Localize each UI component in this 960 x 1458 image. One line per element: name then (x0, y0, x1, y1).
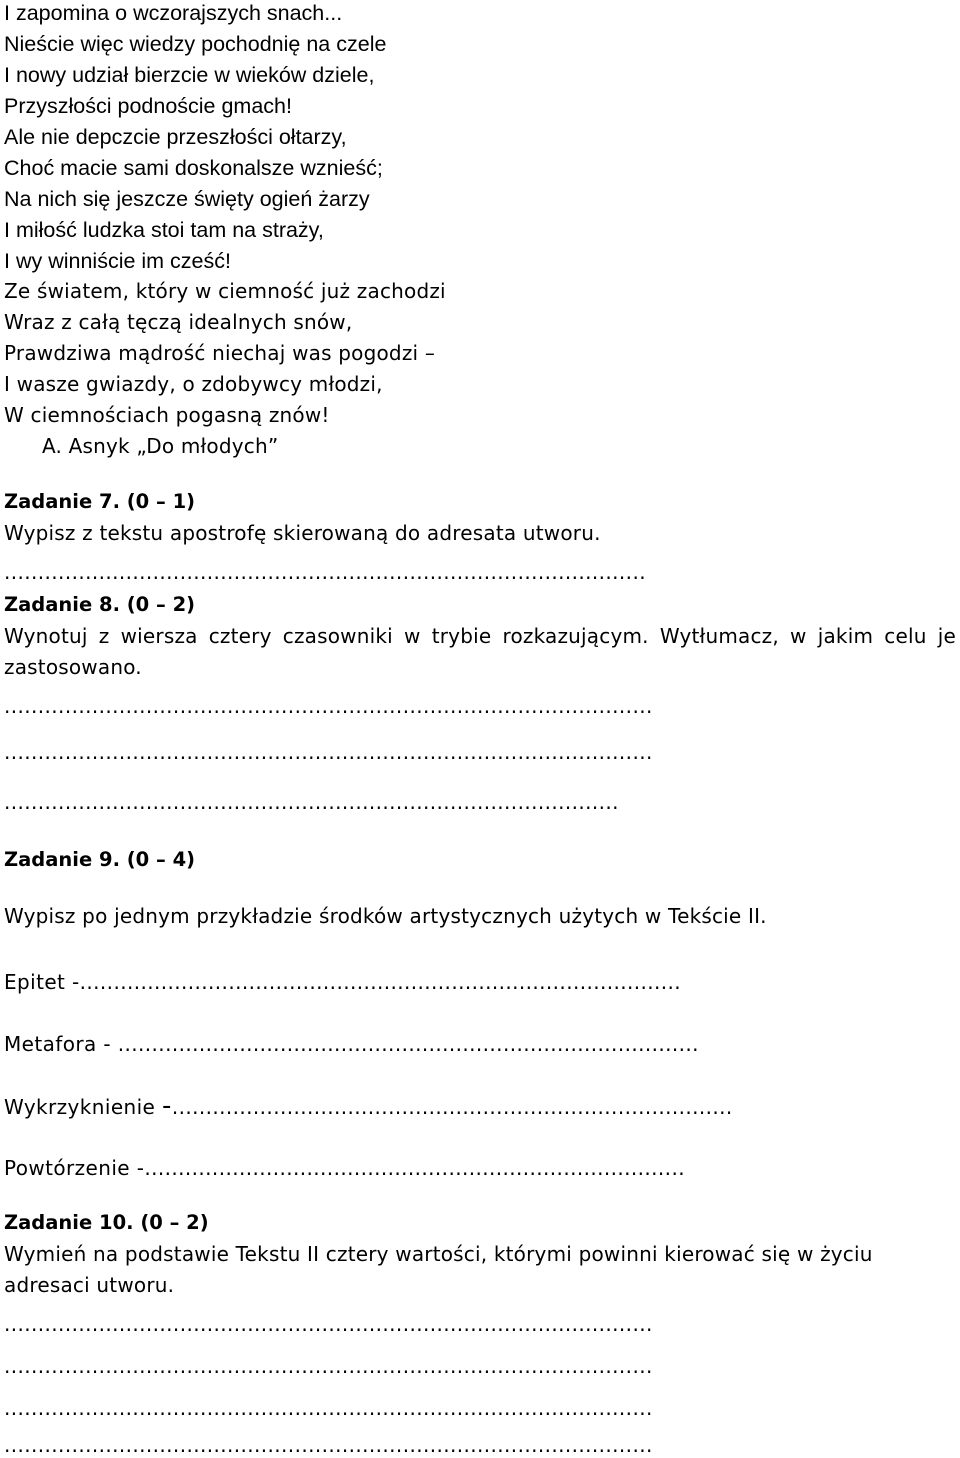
poem-line: W ciemnościach pogasną znów! (4, 403, 330, 427)
poem-line: I zapomina o wczorajszych snach... (4, 1, 343, 25)
poem-line: Prawdziwa mądrość niechaj was pogodzi – (4, 341, 436, 365)
poem-line: Ale nie depczcie przeszłości ołtarzy, (4, 125, 347, 149)
wykrzyknienie-dash: - (162, 1093, 172, 1120)
task7-heading: Zadanie 7. (0 – 1) (4, 490, 196, 513)
task8-answer-line[interactable]: ................................................................................................ (4, 740, 653, 764)
poem-line: I wy winniście im cześć! (4, 249, 231, 273)
task7-answer-line[interactable]: ............................................................................................... (4, 560, 646, 584)
metafora-label: Metafora - (4, 1032, 111, 1056)
poem-line: Ze światem, który w ciemność już zachodzi (4, 279, 446, 303)
task8-answer-line[interactable]: ................................................................................................ (4, 694, 653, 718)
task8-heading: Zadanie 8. (0 – 2) (4, 593, 196, 616)
task9-item-metafora (4, 1031, 914, 1057)
task9-item-epitet (4, 969, 929, 995)
poem-line: Nieście więc wiedzy pochodnię na czele (4, 32, 387, 56)
powtorzenie-answer-dots[interactable]: ................................................................................ (144, 1156, 685, 1180)
poem-line: I nowy udział bierzcie w wieków dziele, (4, 63, 375, 87)
task9-item-wykrzyknienie (4, 1093, 904, 1120)
task8-instruction-line1: Wynotuj z wiersza cztery czasowniki w trybie rozkazującym. Wytłumacz, w jakim celu je (4, 624, 956, 648)
poem-line: Choć macie sami doskonalsze wznieść; (4, 156, 383, 180)
task9-item-powtorzenie (4, 1155, 914, 1181)
task7-instruction: Wypisz z tekstu apostrofę skierowaną do adresata utworu. (4, 521, 601, 545)
wykrzyknienie-label: Wykrzyknienie (4, 1095, 156, 1119)
poem-line: Wraz z całą tęczą idealnych snów, (4, 310, 353, 334)
epitet-answer-dots[interactable]: ......................................................................................... (79, 970, 682, 994)
task10-answer-line[interactable]: ................................................................................................ (4, 1312, 653, 1336)
task9-heading: Zadanie 9. (0 – 4) (4, 848, 196, 871)
task10-instruction-line2: adresaci utworu. (4, 1273, 175, 1297)
epitet-label: Epitet - (4, 970, 80, 994)
task10-answer-line[interactable]: ................................................................................................ (4, 1433, 653, 1457)
task8-instruction-line2: zastosowano. (4, 655, 142, 679)
task9-instruction: Wypisz po jednym przykładzie środków artystycznych użytych w Tekście II. (4, 904, 767, 928)
poem-line: I wasze gwiazdy, o zdobywcy młodzi, (4, 372, 383, 396)
task10-answer-line[interactable]: ................................................................................................ (4, 1354, 653, 1378)
wykrzyknienie-answer-dots[interactable]: ................................................................................... (171, 1095, 733, 1119)
poem-line: Przyszłości podnoście gmach! (4, 94, 292, 118)
metafora-answer-dots[interactable]: ...................................................................................... (117, 1032, 699, 1056)
task10-heading: Zadanie 10. (0 – 2) (4, 1211, 209, 1234)
task10-instruction-line1: Wymień na podstawie Tekstu II cztery wartości, którymi powinni kierować się w życiu (4, 1242, 873, 1266)
task10-answer-line[interactable]: ................................................................................................ (4, 1396, 653, 1420)
poem-attribution: A. Asnyk „Do młodych” (42, 434, 279, 458)
poem-line: Na nich się jeszcze święty ogień żarzy (4, 187, 370, 211)
task8-answer-line[interactable]: ........................................................................................... (4, 790, 619, 814)
powtorzenie-label: Powtórzenie - (4, 1156, 145, 1180)
poem-line: I miłość ludzka stoi tam na straży, (4, 218, 324, 242)
